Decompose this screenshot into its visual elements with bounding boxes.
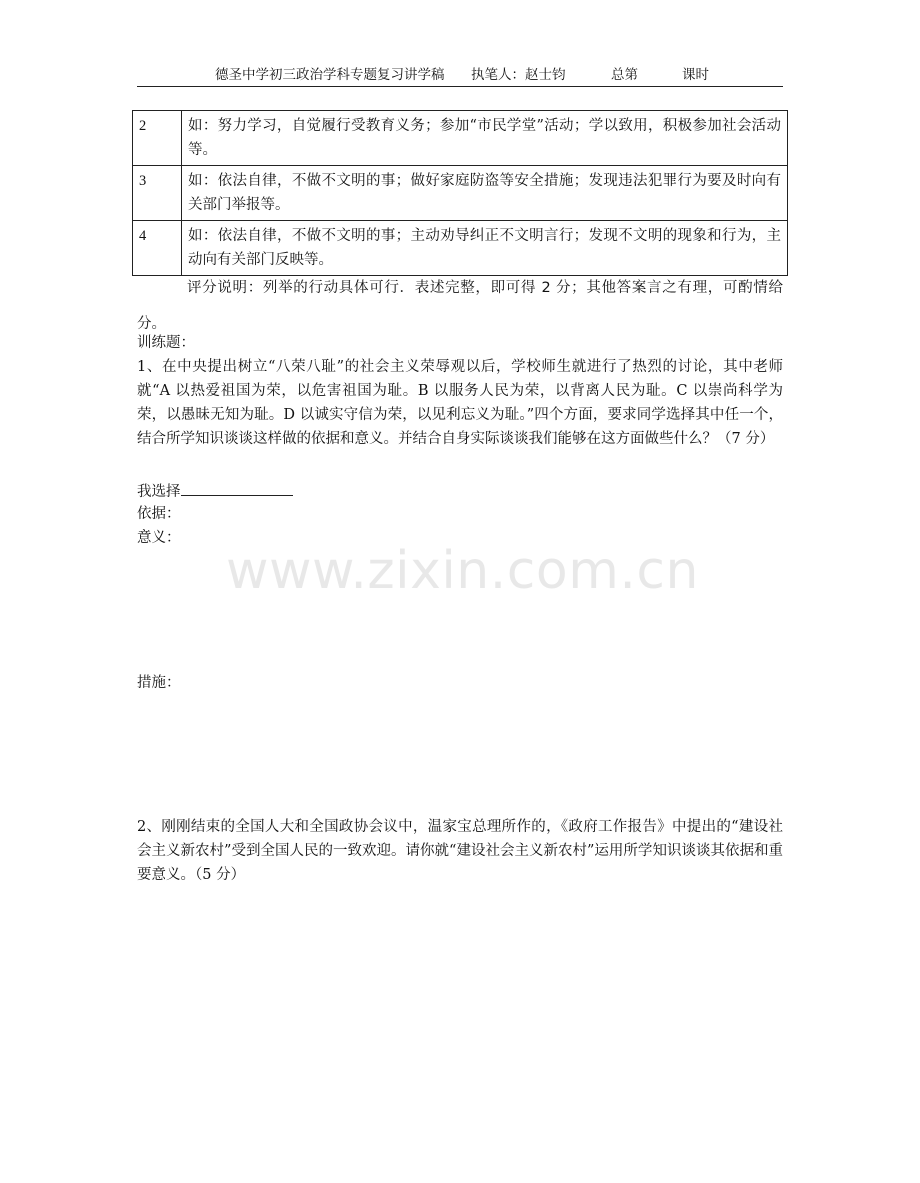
choose-label: 我选择 <box>137 484 181 500</box>
row-number: 4 <box>133 221 182 276</box>
basis-label: 依据： <box>137 506 181 522</box>
question-2: 2、刚刚结束的全国人大和全国政协会议中，温家宝总理所作的，《政府工作报告》中提出的“建设社会主义新农村”受到全国人民的一致欢迎。请你就“建设社会主义新农村”运用所学知识谈谈其依据和重要意义。（5 分） <box>137 819 783 883</box>
page-header <box>137 66 783 87</box>
question-1: 1、在中央提出树立“八荣八耻”的社会主义荣辱观以后，学校师生就进行了热烈的讨论，其中老师就“A 以热爱祖国为荣，以危害祖国为耻。B 以服务人民为荣，以背离人民为耻。C 以崇尚科学为荣，以愚昧无知为耻。D 以诚实守信为荣，以见利忘义为耻。”四个方面，要求同学选择其中任一个，结合所学知识谈谈这样做的依据和意义。并结合自身实际谈谈我们能够在这方面做些什么？（7 分） <box>137 359 783 447</box>
header-period: 课时 <box>682 67 709 83</box>
row-number: 2 <box>133 111 182 166</box>
table-row <box>133 166 788 221</box>
header-total: 总第 <box>611 67 638 83</box>
header-author: 执笔人：赵士钧 <box>471 67 566 83</box>
exercise-heading: 训练题： <box>137 335 195 351</box>
row-answer: 如：依法自律，不做不文明的事；做好家庭防盗等安全措施；发现违法犯罪行为要及时向有关部门举报等。 <box>182 166 788 221</box>
row-answer: 如：依法自律，不做不文明的事；主动劝导纠正不文明言行；发现不文明的现象和行为，主动向有关部门反映等。 <box>182 221 788 276</box>
measures-label: 措施： <box>137 675 181 691</box>
table-row <box>133 221 788 276</box>
scoring-note: 评分说明：列举的行动具体可行．表述完整，即可得 2 分；其他答案言之有理，可酌情给分。 <box>137 280 783 332</box>
choose-line <box>137 479 293 503</box>
meaning-label: 意义： <box>137 530 181 546</box>
table-row <box>133 111 788 166</box>
header-title: 德圣中学初三政治学科专题复习讲学稿 <box>215 67 445 83</box>
answer-table <box>132 110 788 276</box>
row-number: 3 <box>133 166 182 221</box>
watermark: www.zixin.com.cn <box>226 541 699 601</box>
choose-blank[interactable] <box>181 479 293 496</box>
row-answer: 如：努力学习，自觉履行受教育义务；参加“市民学堂”活动；学以致用，积极参加社会活动等。 <box>182 111 788 166</box>
